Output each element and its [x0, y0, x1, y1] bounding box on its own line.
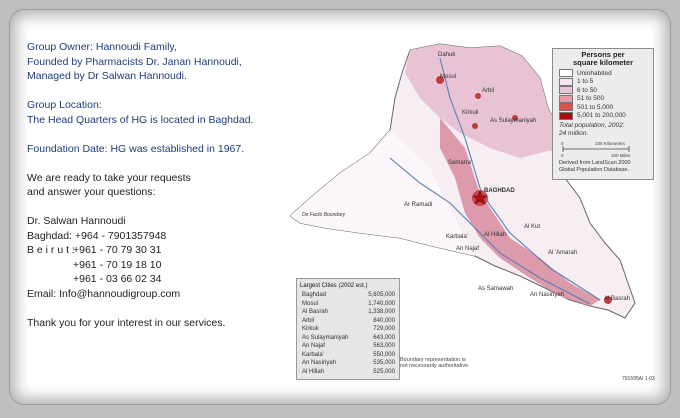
city-name: Al Basrah — [302, 309, 329, 315]
city-row — [297, 317, 399, 326]
map-label-al-amarah: Al 'Amarah — [548, 250, 578, 256]
map-label-kirkuk: Kirkuk — [462, 110, 479, 116]
city-row — [297, 368, 399, 377]
image-code: 791595AI 1-03 — [622, 376, 655, 382]
city-rows — [297, 291, 399, 376]
legend-swatch — [559, 103, 573, 111]
kirkuk-density — [472, 123, 478, 129]
baghdad-phone[interactable]: +964 - 7901357948 — [74, 229, 167, 242]
scale-bar-graphic — [559, 140, 647, 158]
city-row — [297, 300, 399, 309]
total-population-note: Total population, 2002: 24 million. — [559, 122, 625, 137]
contact-info-panel — [27, 40, 287, 330]
city-row — [297, 291, 399, 300]
beirut-label: B e i r u t : — [27, 244, 75, 256]
legend-item — [553, 86, 653, 95]
city-population: 840,000 — [373, 317, 395, 324]
map-label-sulaymaniyah: As Sulaymaniyah — [490, 118, 537, 124]
city-name: Baghdad — [302, 292, 327, 298]
map-label-al-basrah: Al Basrah — [604, 296, 631, 302]
contact-name: Dr. Salwan Hannoudi — [27, 215, 126, 227]
city-population: 643,000 — [373, 334, 395, 341]
city-population: 535,000 — [373, 360, 395, 366]
city-population: 729,000 — [373, 326, 395, 332]
scale-km-label: 100 Kilometers — [595, 141, 626, 146]
map-label-an-najaf: An Najaf — [456, 246, 480, 252]
city-name: An Nasiriyah — [302, 360, 337, 366]
city-row — [297, 334, 399, 343]
largest-cities-table — [296, 278, 400, 380]
map-label-as-samawah: As Samawah — [478, 286, 514, 292]
city-name: Mosul — [302, 300, 319, 307]
legend-swatch — [559, 69, 573, 77]
legend-label: 6 to 50 — [577, 86, 597, 94]
legend-item — [553, 78, 653, 87]
cities-title: Largest Cities (2002 est.) — [300, 283, 368, 289]
location-line: The Head Quarters of HG is located in Baghdad. — [27, 113, 254, 126]
map-label-de-facto: De Facto Boundary — [302, 212, 346, 218]
data-source-note: Derived from LandScan 2000 Global Population Database. — [559, 160, 631, 173]
scale-zero-km: 0 — [561, 141, 564, 146]
city-name: Al Hillah — [302, 368, 325, 375]
city-name: An Najaf — [302, 343, 326, 349]
legend-item — [553, 103, 653, 112]
city-name: Kirkuk — [302, 326, 319, 332]
map-label-baghdad: BAGHDAD — [484, 188, 515, 194]
city-row — [297, 342, 399, 351]
city-name: Karbala' — [302, 351, 324, 358]
city-row — [297, 325, 399, 334]
owner-line: Group Owner: Hannoudi Family, — [27, 41, 177, 53]
map-label-arbil: Arbil — [482, 88, 495, 94]
city-population: 1,338,000 — [368, 309, 395, 315]
city-row — [297, 308, 399, 317]
legend-label: 501 to 5,000 — [577, 103, 614, 111]
map-label-samarra: Samarra' — [448, 160, 473, 166]
city-population: 525,000 — [373, 368, 395, 375]
legend-item — [553, 95, 653, 104]
map-label-mosul: Mosul — [440, 74, 457, 80]
ready-line-2: and answer your questions: — [27, 186, 156, 198]
city-row — [297, 359, 399, 368]
beirut-phone-1[interactable]: +961 - 70 79 30 31 — [73, 244, 162, 256]
scale-bar — [559, 140, 647, 158]
city-population: 563,000 — [373, 343, 395, 349]
map-label-al-hillah: Al Hillah — [484, 232, 507, 238]
founded-line: Founded by Pharmacists Dr. Janan Hannoudi, — [27, 55, 242, 68]
map-label-dahuk: Dahuk — [438, 52, 456, 58]
legend-swatch — [559, 78, 573, 86]
scale-zero-mi: 0 — [561, 153, 564, 158]
city-name: Arbil — [302, 317, 315, 324]
beirut-phone-row — [27, 243, 287, 258]
legend-label: 5,001 to 200,000 — [577, 112, 626, 120]
beirut-phone-row-2 — [27, 258, 287, 273]
city-name: As Sulaymaniyah — [302, 334, 349, 341]
baghdad-phone-row — [27, 229, 287, 244]
map-label-ar-ramadi: Ar Ramadi — [404, 202, 433, 208]
legend-item — [553, 112, 653, 121]
beirut-phone-3[interactable]: +961 - 03 66 02 34 — [73, 273, 162, 285]
legend-label: 51 to 500 — [577, 95, 605, 103]
beirut-phone-2[interactable]: +961 - 70 19 18 10 — [73, 258, 162, 271]
legend-label: Uninhabited — [577, 69, 612, 77]
scale-mi-label: 100 Miles — [611, 153, 631, 158]
managed-line: Managed by Dr Salwan Hannoudi. — [27, 70, 187, 82]
beirut-phone-row-3 — [27, 272, 287, 287]
map-label-karbala: Karbala' — [446, 234, 468, 240]
city-row — [297, 351, 399, 360]
thanks-line: Thank you for your interest in our services. — [27, 316, 226, 329]
population-density-legend — [552, 48, 654, 180]
baghdad-label: Baghdad: — [27, 229, 72, 242]
legend-item — [553, 69, 653, 78]
legend-label: 1 to 5 — [577, 78, 594, 86]
map-label-an-nasiriyah: An Nasiriyah — [530, 292, 565, 298]
city-population: 1,740,000 — [368, 300, 395, 307]
ready-line-1: We are ready to take your requests — [27, 171, 191, 184]
map-label-al-kut: Al Kut — [524, 224, 541, 230]
location-heading: Group Location: — [27, 99, 102, 111]
legend-title: Persons per square kilometer — [572, 50, 634, 67]
legend-rows — [553, 69, 653, 120]
boundary-note: Boundary representation is not necessarily authoritative. — [400, 357, 470, 369]
foundation-line: Foundation Date: HG was established in 1967. — [27, 142, 245, 155]
legend-swatch — [559, 112, 573, 120]
email-link[interactable]: Email: Info@hannoudigroup.com — [27, 287, 181, 300]
legend-swatch — [559, 95, 573, 103]
city-population: 550,000 — [373, 351, 395, 358]
legend-swatch — [559, 86, 573, 94]
city-population: 5,605,000 — [368, 292, 395, 298]
arbil-density — [475, 93, 481, 99]
